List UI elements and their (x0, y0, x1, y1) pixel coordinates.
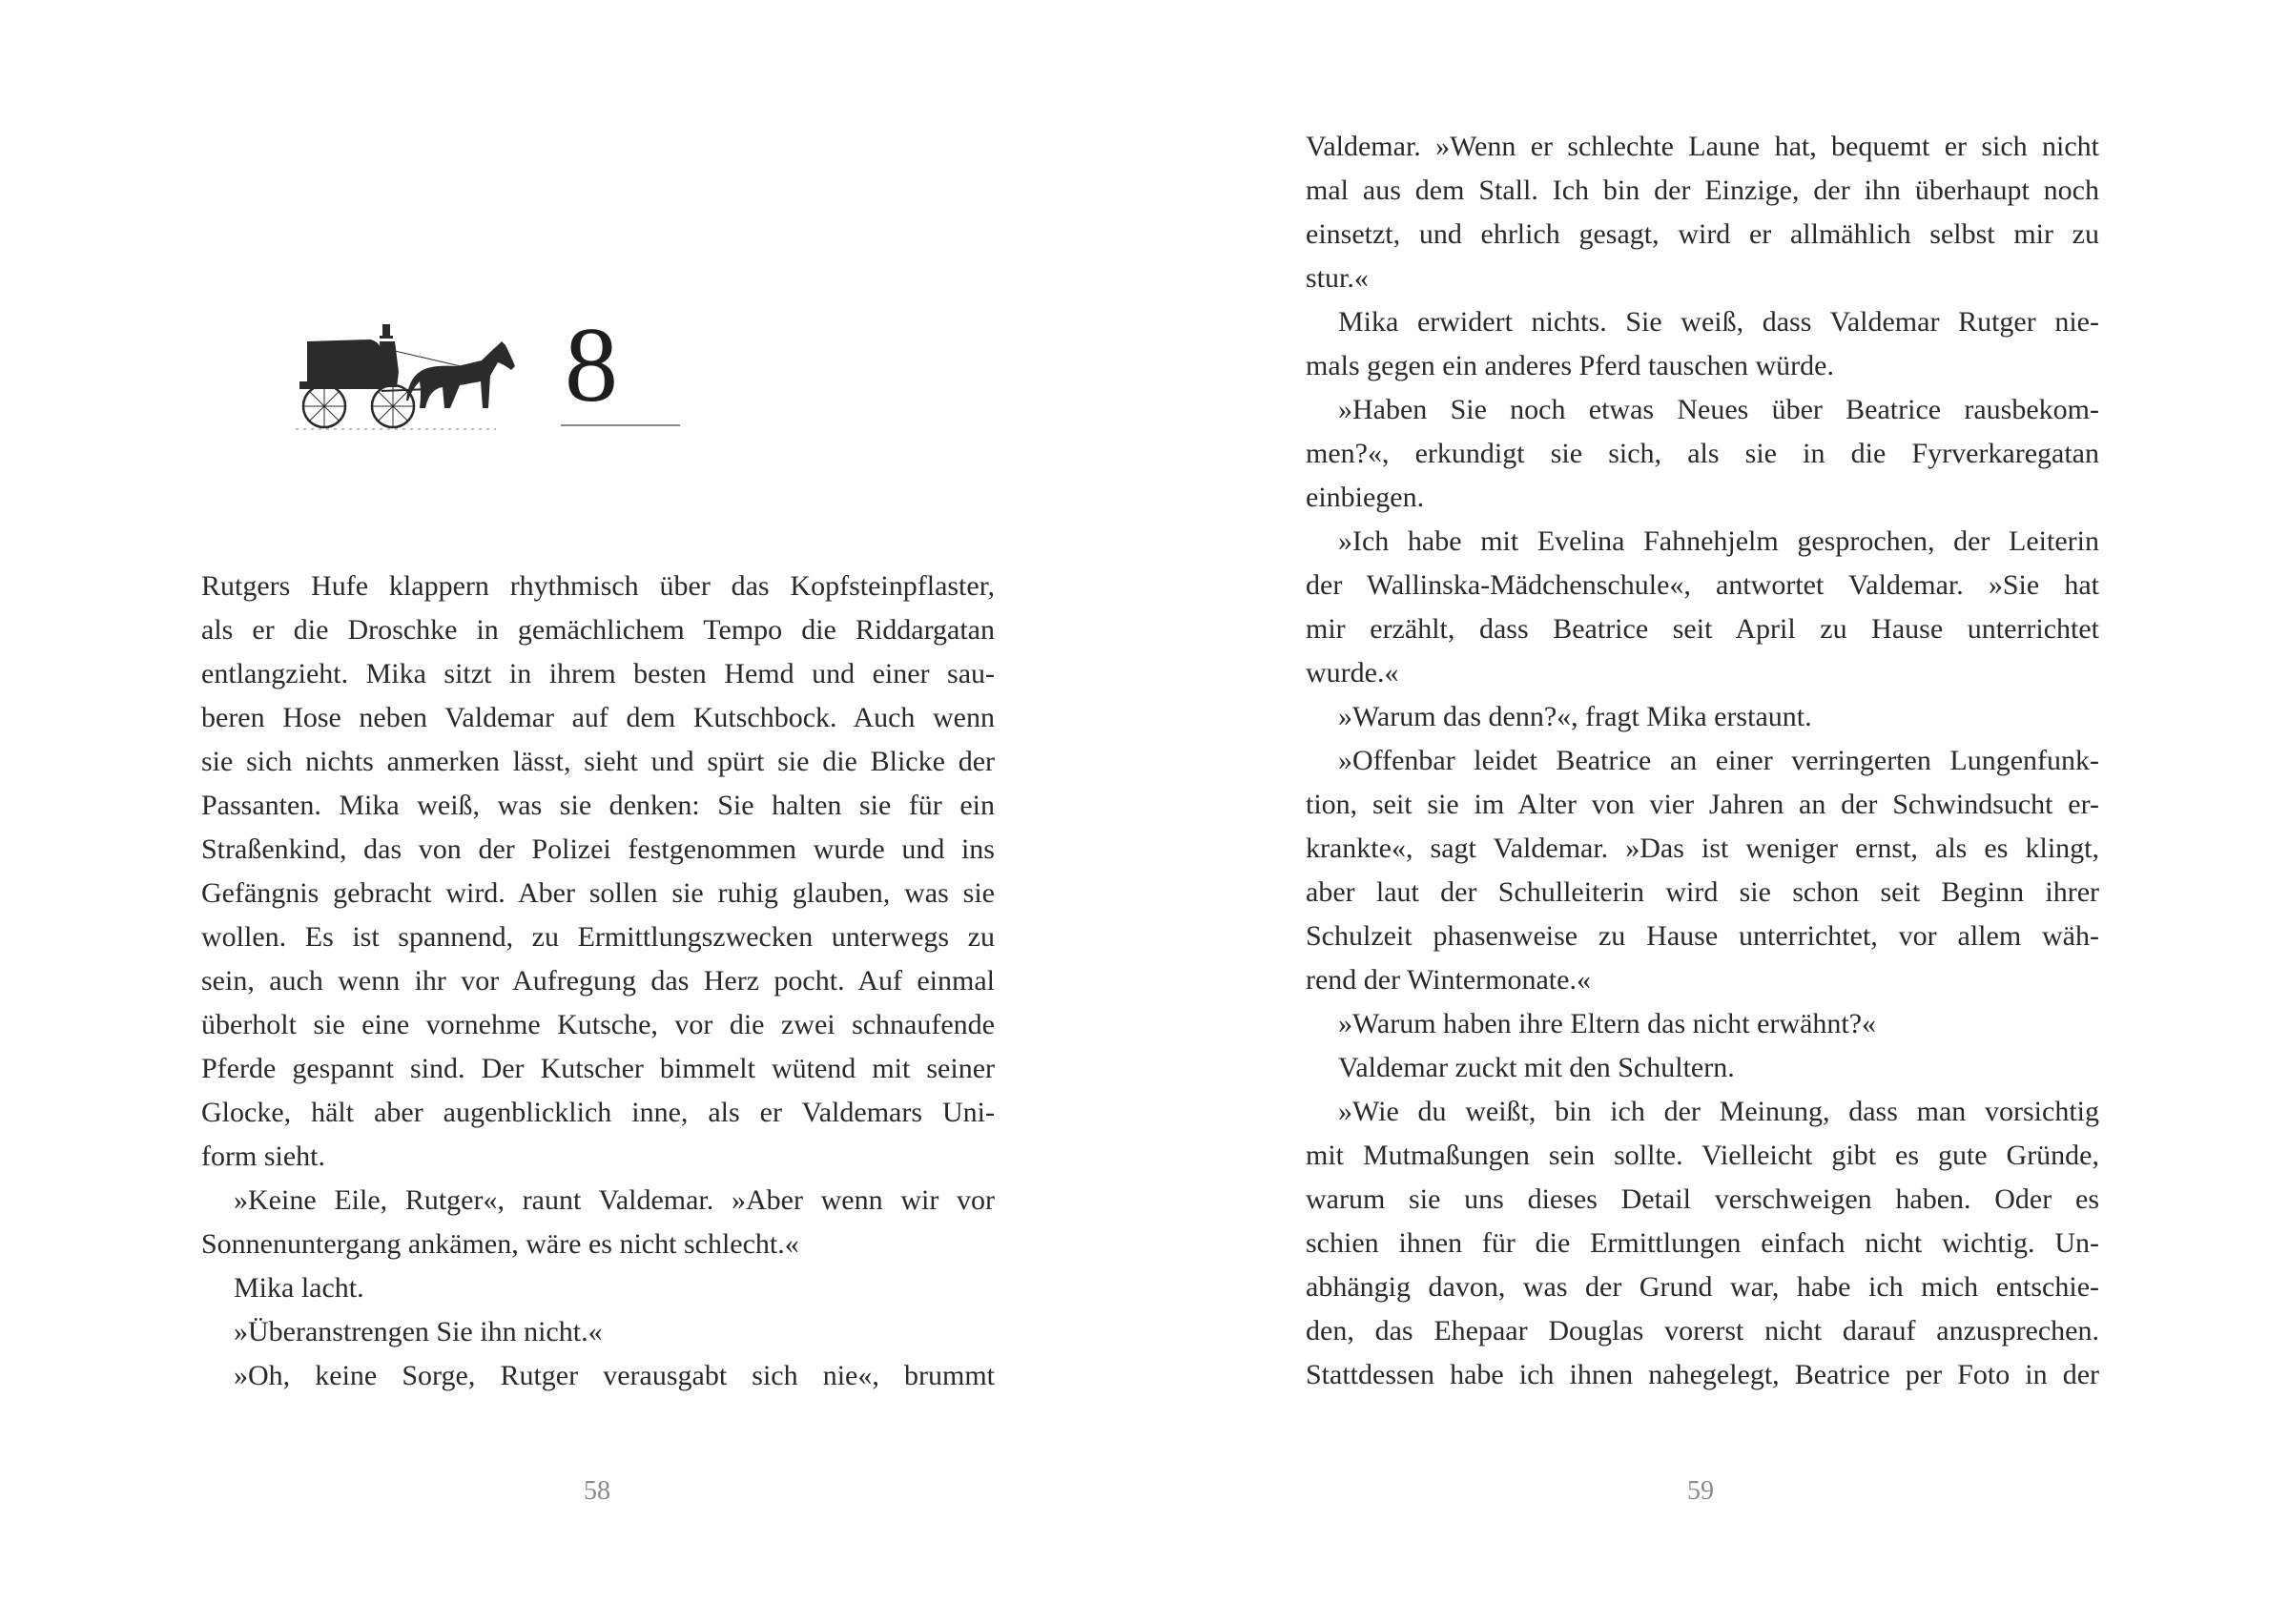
text-line: »Offenbar leidet Beatrice an einer verringerten Lungenfunk- (1338, 745, 2099, 776)
text-line: wurde.« (1306, 657, 1399, 689)
text-line: mals gegen ein anderes Pferd tauschen würde. (1306, 350, 1834, 381)
text-line: beren Hose neben Valdemar auf dem Kutschbock. Auch wenn (201, 702, 995, 733)
text-line: Valdemar. »Wenn er schlechte Laune hat, bequemt er sich nicht (1306, 131, 2099, 162)
text-line: Gefängnis gebracht wird. Aber sollen sie ruhig glauben, was sie (201, 877, 995, 909)
chapter-underline (561, 424, 680, 426)
text-line: Glocke, hält aber augenblicklich inne, als er Valdemars Uni- (201, 1097, 995, 1128)
text-line: den, das Ehepaar Douglas vorerst nicht darauf anzusprechen. (1306, 1315, 2099, 1346)
text-line: Passanten. Mika weiß, was sie denken: Sie halten sie für ein (201, 790, 995, 821)
text-line: »Haben Sie noch etwas Neues über Beatrice rausbekom- (1338, 394, 2099, 425)
text-line: »Wie du weißt, bin ich der Meinung, dass man vorsichtig (1338, 1096, 2099, 1127)
left-page-text (201, 565, 995, 1398)
text-line: krankte«, sagt Valdemar. »Das ist weniger ernst, als es klingt, (1306, 833, 2099, 864)
text-line: tion, seit sie im Alter von vier Jahren an der Schwindsucht er- (1306, 789, 2099, 820)
horse-carriage-illustration (286, 313, 544, 437)
left-page (0, 0, 1144, 1624)
right-page (1144, 0, 2289, 1624)
text-line: Stattdessen habe ich ihnen nahegelegt, Beatrice per Foto in der (1306, 1359, 2099, 1390)
text-line: men?«, erkundigt sie sich, als sie in die Fyrverkaregatan (1306, 438, 2099, 469)
text-line: sie sich nichts anmerken lässt, sieht und spürt sie die Blicke der (201, 746, 995, 777)
text-line: »Warum haben ihre Eltern das nicht erwähnt?« (1338, 1008, 1877, 1039)
text-line: Sonnenuntergang ankämen, wäre es nicht schlecht.« (201, 1228, 799, 1260)
page-number: 59 (1687, 1476, 1714, 1506)
text-line: Pferde gespannt sind. Der Kutscher bimmelt wütend mit seiner (201, 1053, 995, 1084)
text-line: wollen. Es ist spannend, zu Ermittlungszwecken unterwegs zu (201, 921, 995, 953)
text-line: Straßenkind, das von der Polizei festgenommen wurde und ins (201, 833, 995, 865)
text-line: form sieht. (201, 1141, 325, 1172)
text-line: aber laut der Schulleiterin wird sie schon seit Beginn ihrer (1306, 876, 2099, 908)
text-line: einsetzt, und ehrlich gesagt, wird er allmählich selbst mir zu (1306, 218, 2099, 250)
right-page-text (1306, 125, 2099, 1397)
text-line: »Warum das denn?«, fragt Mika erstaunt. (1338, 701, 1812, 732)
page-number: 58 (584, 1476, 610, 1506)
text-line: »Überanstrengen Sie ihn nicht.« (234, 1316, 603, 1347)
text-line: entlangzieht. Mika sitzt in ihrem besten Hemd und einer sau- (201, 658, 995, 689)
text-line: Valdemar zuckt mit den Schultern. (1338, 1052, 1735, 1083)
text-line: mit Mutmaßungen sein sollte. Vielleicht gibt es gute Gründe, (1306, 1140, 2099, 1171)
text-line: »Ich habe mit Evelina Fahnehjelm gesprochen, der Leiterin (1338, 525, 2099, 557)
text-line: rend der Wintermonate.« (1306, 964, 1591, 996)
text-line: stur.« (1306, 262, 1369, 294)
text-line: Mika erwidert nichts. Sie weiß, dass Valdemar Rutger nie- (1338, 306, 2099, 338)
text-line: der Wallinska-Mädchenschule«, antwortet Valdemar. »Sie hat (1306, 569, 2099, 601)
text-line: mir erzählt, dass Beatrice seit April zu Hause unterrichtet (1306, 613, 2099, 645)
text-line: schien ihnen für die Ermittlungen einfach nicht wichtig. Un- (1306, 1227, 2099, 1259)
text-line: mal aus dem Stall. Ich bin der Einzige, der ihn überhaupt noch (1306, 175, 2099, 206)
text-line: Schulzeit phasenweise zu Hause unterrichtet, vor allem wäh- (1306, 920, 2099, 952)
text-line: abhängig davon, was der Grund war, habe ich mich entschie- (1306, 1271, 2099, 1303)
text-line: als er die Droschke in gemächlichem Tempo die Riddargatan (201, 614, 995, 646)
text-line: Mika lacht. (234, 1272, 364, 1304)
text-line: »Oh, keine Sorge, Rutger verausgabt sich nie«, brummt (234, 1360, 995, 1391)
text-line: überholt sie eine vornehme Kutsche, vor die zwei schnaufende (201, 1009, 995, 1040)
text-line: »Keine Eile, Rutger«, raunt Valdemar. »Aber wenn wir vor (234, 1184, 995, 1216)
text-line: warum sie uns dieses Detail verschweigen haben. Oder es (1306, 1183, 2099, 1215)
text-line: Rutgers Hufe klappern rhythmisch über das Kopfsteinpflaster, (201, 570, 995, 602)
chapter-number: 8 (565, 306, 618, 424)
text-line: sein, auch wenn ihr vor Aufregung das Herz pocht. Auf einmal (201, 965, 995, 997)
text-line: einbiegen. (1306, 482, 1425, 513)
